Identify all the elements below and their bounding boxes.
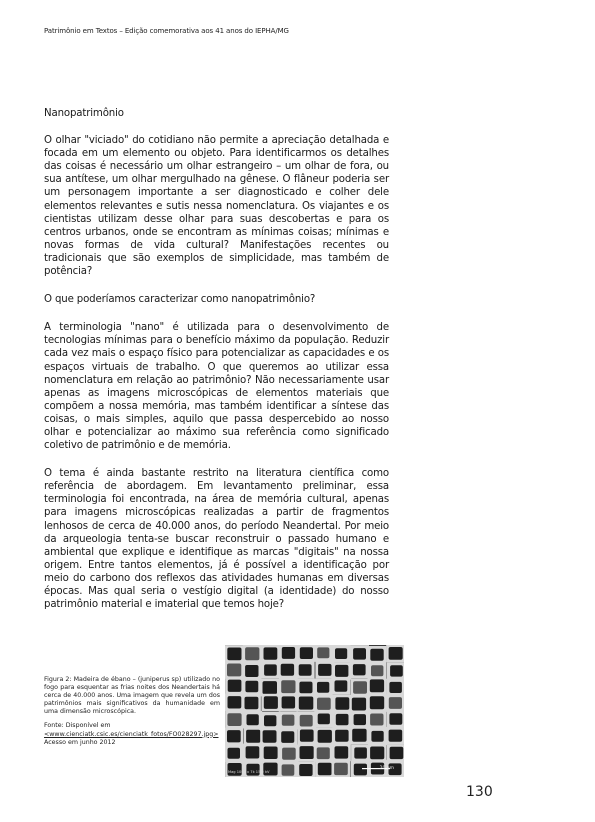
paragraph-2: A terminologia "nano" é utilizada para o desenvolvimento de tecnologias mínimas para o benefício máximo da população. Reduzir cada vez mais o espaço físico para potencializar as capacidades e os espaços virtuais de trabalho. O que queremos ao utilizar essa nomenclatura em relação ao patrimônio? Não necessariamente usar apenas as imagens microscópicas de elementos materiais que compõem a nossa memória, mas também identificar a síntese das coisas, o mais simples, aquilo que passa despercebido ao nosso olhar e potencializar ao máximo sua referência como significado coletivo de patrimônio e de memória. <box>44 322 389 452</box>
wood-cell-micrograph <box>225 645 404 777</box>
access-note: Acesso em junho 2012 <box>44 738 116 746</box>
scale-bar-label: 20 μm <box>379 766 394 771</box>
paragraph-1: O olhar "viciado" do cotidiano não permite a apreciação detalhada e focada em um elemento ou objeto. Para identificarmos os detalhes das coisas é necessário um olhar estrangeiro – um olhar de fora, ou sua antítese, um olhar mergulhado na gênese. O flâneur poderia ser um personagem importante a ser diagnosticado e colher dele elementos relevantes e sutis nessa nomenclatura. Os viajantes e os cientistas utilizam desse olhar para suas descobertas e para os centros urbanos, onde se encontram as mínimas coisas; mínimas e novas formas de vida cultural? Manifestações recentes ou tradicionais que são exemplos de simplicidade, mas também de potência? <box>44 135 389 278</box>
figure-caption: Figura 2: Madeira de ébano – (juniperus sp) utilizado no fogo para esquentar as frias noites dos Neandertais há cerca de 40.000 anos. Uma imagem que revela um dos patrimônios mais significativos da humanidade em uma dimensão microscópica. <box>44 676 220 716</box>
figure-caption-block <box>44 676 220 747</box>
source-prefix: Fonte: Disponível em <box>44 722 111 730</box>
running-header: Patrimônio em Textos – Edição comemorativa aos 41 anos do IEPHA/MG <box>44 27 289 35</box>
figure-source <box>44 722 220 738</box>
paragraph-3: O tema é ainda bastante restrito na literatura científica como referência de abordagem. Em levantamento preliminar, essa terminologia foi encontrada, na área de memória cultural, apenas para imagens microscópicas realizadas a partir de fragmentos lenhosos de cerca de 40.000 anos, do período Neandertal. Por meio da arqueologia tenta-se buscar reconstruir o passado humano e ambiental que explique e identifique as marcas "digitais" na nossa origem. Entre tantos elementos, já é possível a identificação por meio do carbono dos reflexos das atividades humanas em diversas épocas. Mas qual seria o vestígio digital (a identidade) do nosso patrimônio material e imaterial que temos hoje? <box>44 468 389 611</box>
page-number: 130 <box>466 784 493 800</box>
section-heading: Nanopatrimônio <box>44 108 124 119</box>
question-line: O que poderíamos caracterizar como nanopatrimônio? <box>44 294 316 306</box>
article-body <box>44 107 389 611</box>
micrograph-image <box>225 645 404 777</box>
micrograph-meta: Mag 1000 x 7k 15.0 kV <box>228 770 270 774</box>
source-link[interactable]: <www.cienciatk.csic.es/cienciatk_fotos/FO028297.jpg> <box>44 730 219 738</box>
